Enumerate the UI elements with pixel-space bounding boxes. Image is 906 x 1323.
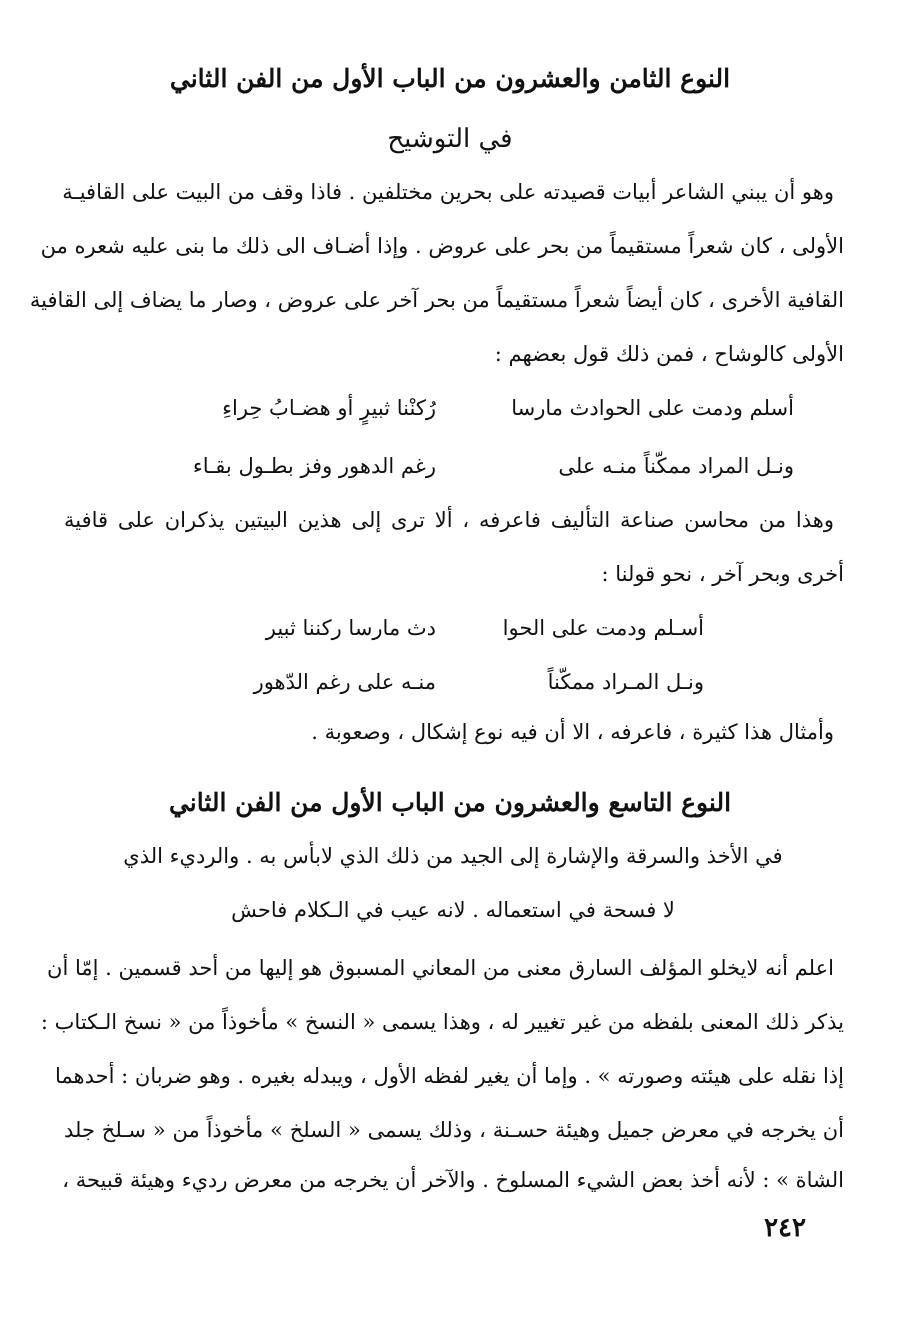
section-subtitle-line: لا فسحة في استعماله . لانه عيب في الـكلام فاحش (231, 898, 675, 922)
paragraph-line: وهو أن يبني الشاعر أبيات قصيدته على بحرين مختلفين . فاذا وقف من البيت على القافيـة (62, 180, 834, 204)
section-heading-28: النوع الثامن والعشرون من الباب الأول من الفن الثاني (169, 64, 731, 93)
section-subtitle-line: في الأخذ والسرقة والإشارة إلى الجيد من ذلك الذي لابأس به . والرديء الذي (123, 844, 783, 868)
section-heading-29: النوع التاسع والعشرون من الباب الأول من الفن الثاني (168, 788, 732, 817)
verse-first-hemistich: أسلم ودمت على الحوادث مارسا (511, 396, 794, 420)
paragraph-line: أخرى وبحر آخر ، نحو قولنا : (601, 562, 844, 586)
verse-second-hemistich: دث مارسا ركننا ثبير (265, 616, 436, 640)
paragraph-line: وهذا من محاسن صناعة التأليف فاعرفه ، ألا ترى إلى هذين البيتين يذكران على قافية (64, 508, 834, 532)
verse-first-hemistich: ونـل المـراد ممكّناً (547, 670, 704, 694)
verse-second-hemistich: رغم الدهور وفز بطـول بقـاء (192, 454, 436, 478)
verse-first-hemistich: ونـل المراد ممكّناً منـه على (558, 454, 794, 478)
paragraph-line: الأولى ، كان شعراً مستقيماً من بحر على عروض . وإذا أضـاف الى ذلك ما بنى عليه شعره من (40, 234, 844, 258)
verse-second-hemistich: منـه على رغم الدّهور (253, 670, 436, 694)
paragraph-line: يذكر ذلك المعنى بلفظه من غير تغيير له ، وهذا يسمى « النسخ » مأخوذاً من « نسخ الـكتاب : (40, 1010, 844, 1034)
paragraph-line: أن يخرجه في معرض جميل وهيئة حسـنة ، وذلك يسمى « السلخ » مأخوذاً من « سـلخ جلد (64, 1118, 844, 1142)
verse-second-hemistich: رُكنْنا ثبيرٍ أو هضـابُ حِراءِ (222, 396, 436, 420)
page-number: ٢٤٢ (764, 1213, 806, 1243)
paragraph-line: إذا نقله على هيئته وصورته » . وإما أن يغير لفظه الأول ، ويبدله بغيره . وهو ضربان : أحدهما (55, 1064, 844, 1088)
paragraph-line: الأولى كالوشاح ، فمن ذلك قول بعضهم : (494, 342, 844, 366)
paragraph-line: وأمثال هذا كثيرة ، فاعرفه ، الا أن فيه نوع إشكال ، وصعوبة . (311, 720, 834, 744)
paragraph-line: القافية الأخرى ، كان أيضاً شعراً مستقيماً من بحر آخر على عروض ، وصار ما يضاف إلى القافية (29, 288, 844, 312)
verse-first-hemistich: أسـلم ودمت على الحوا (502, 616, 704, 640)
section-subheading-tawshih: في التوشيح (387, 124, 513, 154)
paragraph-line: الشاة » : لأنه أخذ بعض الشيء المسلوخ . والآخر أن يخرجه من معرض رديء وهيئة قبيحة ، (62, 1168, 844, 1192)
paragraph-line: اعلم أنه لايخلو المؤلف السارق معنى من المعاني المسبوق هو إليها من أحد قسمين . إمّا أن (47, 956, 834, 980)
